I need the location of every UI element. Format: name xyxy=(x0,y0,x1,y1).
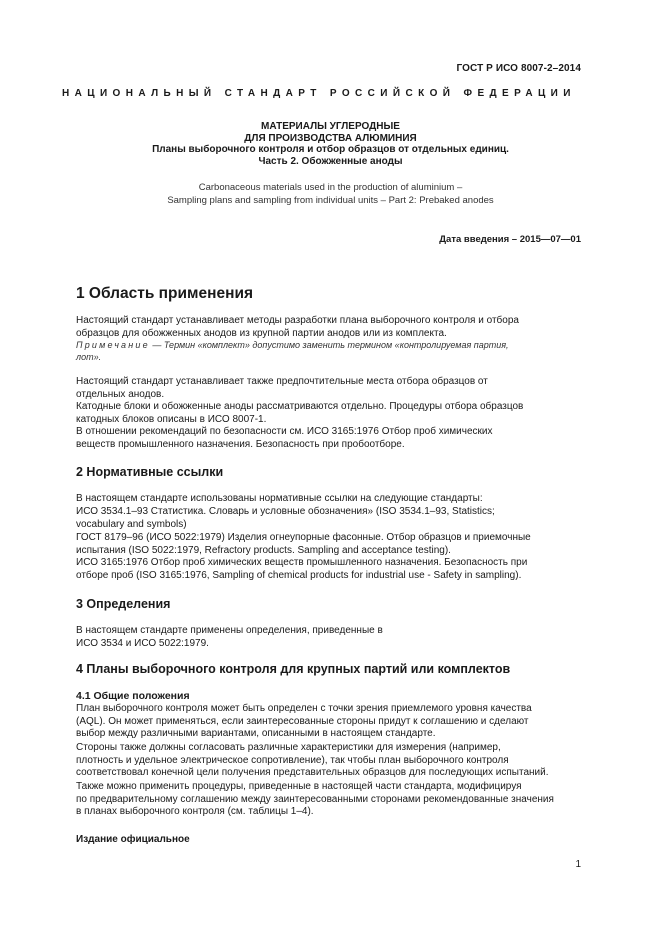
page-number: 1 xyxy=(575,859,581,870)
s4-p3-line-1: Также можно применить процедуры, приведенные в настоящей части стандарта, модифицируя xyxy=(76,781,522,792)
official-edition-label: Издание официальное xyxy=(76,834,190,845)
section-4-paragraph-1 xyxy=(76,703,583,741)
subsection-4-1-heading: 4.1 Общие положения xyxy=(76,690,190,702)
s4-p3-line-3: в планах выборочного контроля (см. таблицы 1–4). xyxy=(76,806,314,818)
s1-p3-line-2: катодных блоков описаны в ИСО 8007-1. xyxy=(76,413,267,425)
s1-p3-line-1: Катодные блоки и обожженные аноды рассматриваются отдельно. Процедуры отбора образцов xyxy=(76,401,524,412)
s4-p1-line-3: выбор между различными вариантами, описанными в настоящем стандарте. xyxy=(76,728,436,740)
section-2-paragraph-1 xyxy=(76,493,583,506)
section-4-paragraph-2 xyxy=(76,742,583,780)
s1-p2-line-2: отдельных анодов. xyxy=(76,388,165,400)
s2-p2-line-2: vocabulary and symbols) xyxy=(76,518,187,530)
s2-p3-line-2: испытания (ISO 5022:1979, Refractory products. Sampling and acceptance testing). xyxy=(76,544,451,556)
section-2-paragraph-3 xyxy=(76,532,583,557)
section-1-paragraph-4 xyxy=(76,426,583,451)
note-line-2: лот». xyxy=(76,352,102,362)
document-code: ГОСТ Р ИСО 8007-2–2014 xyxy=(456,63,581,74)
s3-p1-line-2: ИСО 3534 и ИСО 5022:1979. xyxy=(76,637,209,649)
s4-p1-line-1: План выборочного контроля может быть определен с точки зрения приемлемого уровня качества xyxy=(76,703,532,714)
title-line-4: Часть 2. Обожженные аноды xyxy=(258,155,403,167)
s4-p2-line-1: Стороны также должны согласовать различные характеристики для измерения (например, xyxy=(76,742,501,753)
s3-p1-line-1: В настоящем стандарте применены определения, приведенные в xyxy=(76,625,383,636)
title-block xyxy=(0,121,661,167)
english-title-block xyxy=(0,181,661,207)
s4-p2-line-3: соответствовал конечной цели получения представительных образцов для последующих испытаний. xyxy=(76,767,549,779)
section-2-paragraph-2 xyxy=(76,506,583,531)
section-3-paragraph-1 xyxy=(76,625,583,650)
s4-p3-line-2: по предварительному соглашению между заинтересованными сторонами рекомендованные значения xyxy=(76,793,554,805)
s1-p4-line-2: веществ промышленного назначения. Безопасность при пробоотборе. xyxy=(76,438,405,450)
title-line-2: ДЛЯ ПРОИЗВОДСТВА АЛЮМИНИЯ xyxy=(244,132,417,144)
english-title-line-2: Sampling plans and sampling from individual units – Part 2: Prebaked anodes xyxy=(167,195,494,206)
section-1-paragraph-3 xyxy=(76,401,583,426)
section-2-heading: 2 Нормативные ссылки xyxy=(76,465,224,479)
introduction-date: Дата введения – 2015—07—01 xyxy=(439,234,581,245)
s2-p1: В настоящем стандарте использованы нормативные ссылки на следующие стандарты: xyxy=(76,493,483,504)
s2-p4-line-1: ИСО 3165:1976 Отбор проб химических веществ промышленного назначения. Безопасность при xyxy=(76,557,528,568)
national-standard-banner: НАЦИОНАЛЬНЫЙ СТАНДАРТ РОССИЙСКОЙ ФЕДЕРАЦИИ xyxy=(62,88,576,99)
section-1-heading: 1 Область применения xyxy=(76,285,254,302)
section-1-note xyxy=(76,339,583,363)
title-line-1: МАТЕРИАЛЫ УГЛЕРОДНЫЕ xyxy=(261,121,400,132)
s1-p1-line-2: образцов для обожженных анодов из крупной партии анодов или из комплекта. xyxy=(76,327,447,339)
section-4-heading: 4 Планы выборочного контроля для крупных партий или комплектов xyxy=(76,662,511,676)
note-text: — Термин «комплект» допустимо заменить термином «контролируемая партия, xyxy=(152,340,509,350)
s2-p3-line-1: ГОСТ 8179–96 (ИСО 5022:1979) Изделия огнеупорные фасонные. Отбор образцов и приемочные xyxy=(76,532,531,543)
s4-p1-line-2: (AQL). Он может применяться, если заинтересованные стороны придут к соглашению и сделают xyxy=(76,715,529,727)
s2-p4-line-2: отборе проб (ISO 3165:1976, Sampling of chemical products for industrial use - Safety in sampling). xyxy=(76,569,522,581)
english-title-line-1: Carbonaceous materials used in the production of aluminium – xyxy=(198,182,463,193)
s2-p2-line-1: ИСО 3534.1–93 Статистика. Словарь и условные обозначения» (ISO 3534.1–93, Statistics; xyxy=(76,506,495,517)
section-2-paragraph-4 xyxy=(76,557,583,582)
s4-p2-line-2: плотность и удельное электрическое сопротивление), так чтобы план выборочного контроля xyxy=(76,754,509,766)
section-1-paragraph-1 xyxy=(76,315,583,340)
note-label: Примечание xyxy=(76,340,150,350)
s1-p1-line-1: Настоящий стандарт устанавливает методы разработки плана выборочного контроля и отбора xyxy=(76,315,519,326)
s1-p2-line-1: Настоящий стандарт устанавливает также предпочтительные места отбора образцов от xyxy=(76,376,488,387)
section-1-paragraph-2 xyxy=(76,376,583,401)
section-4-paragraph-3 xyxy=(76,781,583,819)
section-3-heading: 3 Определения xyxy=(76,597,171,611)
s1-p4-line-1: В отношении рекомендаций по безопасности см. ИСО 3165:1976 Отбор проб химических xyxy=(76,426,493,437)
title-line-3: Планы выборочного контроля и отбор образцов от отдельных единиц. xyxy=(152,144,509,155)
